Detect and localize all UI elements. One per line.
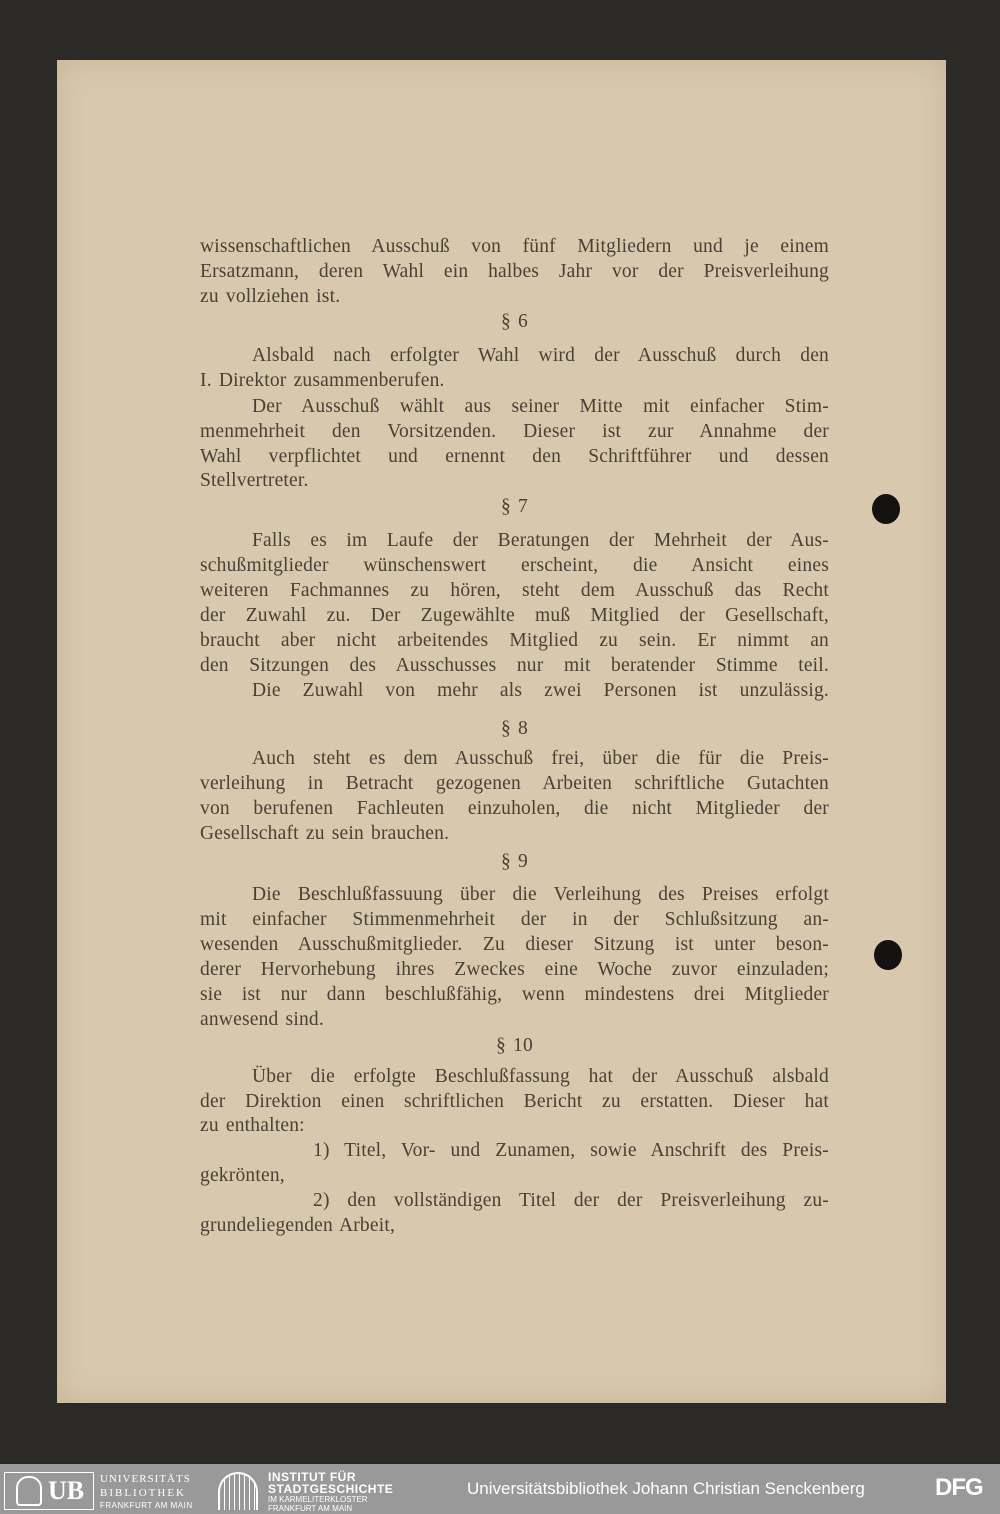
text-line: Der Ausschuß wählt aus seiner Mitte mit einfacher Stim- [252,396,829,417]
isg-line2: STADTGESCHICHTE [268,1482,394,1496]
text-line: Über die erfolgte Beschlußfassung hat der Ausschuß alsbald [252,1066,829,1087]
text-line: der Direktion einen schriftlichen Bericht zu erstatten. Dieser hat [200,1091,829,1112]
text-line: mit einfacher Stimmenmehrheit der in der Schlußsitzung an- [200,909,829,930]
text-line: I. Direktor zusammenberufen. [200,370,445,391]
text-line: Die Zuwahl von mehr als zwei Personen ist unzulässig. [252,680,829,701]
text-line: 1) Titel, Vor- und Zunamen, sowie Anschrift des Preis- [313,1140,829,1161]
text-line: Die Beschlußfassuung über die Verleihung des Preises erfolgt [252,884,829,905]
text-line: schußmitglieder wünschenswert erscheint, die Ansicht eines [200,555,829,576]
text-line: zu enthalten: [200,1115,305,1136]
text-line: von berufenen Fachleuten einzuholen, die nicht Mitglieder der [200,798,829,819]
punch-hole [872,494,900,524]
text-line: braucht aber nicht arbeitendes Mitglied zu sein. Er nimmt an [200,630,829,651]
text-line: derer Hervorhebung ihres Zweckes eine Woche zuvor einzuladen; [200,959,829,980]
text-line: Falls es im Laufe der Beratungen der Mehrheit der Aus- [252,530,829,551]
arch-icon [218,1472,258,1510]
isg-line3: IM KARMELITERKLOSTER [268,1495,368,1504]
text-line: weiteren Fachmannes zu hören, steht dem Ausschuß das Recht [200,580,829,601]
ub-line2: BIBLIOTHEK [100,1487,186,1499]
section-heading: § 10 [496,1035,533,1056]
footer-bar [0,1464,1000,1514]
text-line: menmehrheit den Vorsitzenden. Dieser ist zur Annahme der [200,421,829,442]
section-heading: § 6 [501,311,528,332]
isg-line4: FRANKFURT AM MAIN [268,1504,353,1513]
text-line: Auch steht es dem Ausschuß frei, über die für die Preis- [252,748,829,769]
text-line: Gesellschaft zu sein brauchen. [200,823,450,844]
isg-logo[interactable] [218,1470,418,1512]
institution-name: Universitätsbibliothek Johann Christian Senckenberg [467,1479,865,1498]
text-line: gekrönten, [200,1165,285,1186]
ub-logo[interactable] [4,1470,204,1510]
text-line: grundeliegenden Arbeit, [200,1215,396,1236]
dfg-logo[interactable]: DFG [935,1474,983,1501]
text-line: verleihung in Betracht gezogenen Arbeiten schriftliche Gutachten [200,773,829,794]
text-line: zu vollziehen ist. [200,286,341,307]
ub-line1: UNIVERSITÄTS [100,1473,191,1485]
section-heading: § 8 [501,718,528,739]
section-heading: § 9 [501,851,528,872]
text-line: wissenschaftlichen Ausschuß von fünf Mitgliedern und je einem [200,236,829,257]
text-line: 2) den vollständigen Titel der der Preisverleihung zu- [313,1190,829,1211]
text-line: Wahl verpflichtet und ernennt den Schriftführer und dessen [200,446,829,467]
section-heading: § 7 [501,496,528,517]
text-line: wesenden Ausschußmitglieder. Zu dieser Sitzung ist unter beson- [200,934,829,955]
text-line: Stellvertreter. [200,470,309,491]
ub-line3: FRANKFURT AM MAIN [100,1501,193,1510]
ub-logo-text: UB [48,1476,85,1505]
text-line: sie ist nur dann beschlußfähig, wenn mindestens drei Mitglieder [200,984,829,1005]
text-line: den Sitzungen des Ausschusses nur mit beratender Stimme teil. [200,655,829,676]
text-line: der Zuwahl zu. Der Zugewählte muß Mitglied der Gesellschaft, [200,605,829,626]
isg-line1: INSTITUT FÜR [268,1470,356,1484]
text-line: anwesend sind. [200,1009,324,1030]
text-line: Alsbald nach erfolgter Wahl wird der Ausschuß durch den [252,345,829,366]
text-line: Ersatzmann, deren Wahl ein halbes Jahr vor der Preisverleihung [200,261,829,282]
punch-hole [874,940,902,970]
portrait-icon [16,1476,42,1506]
